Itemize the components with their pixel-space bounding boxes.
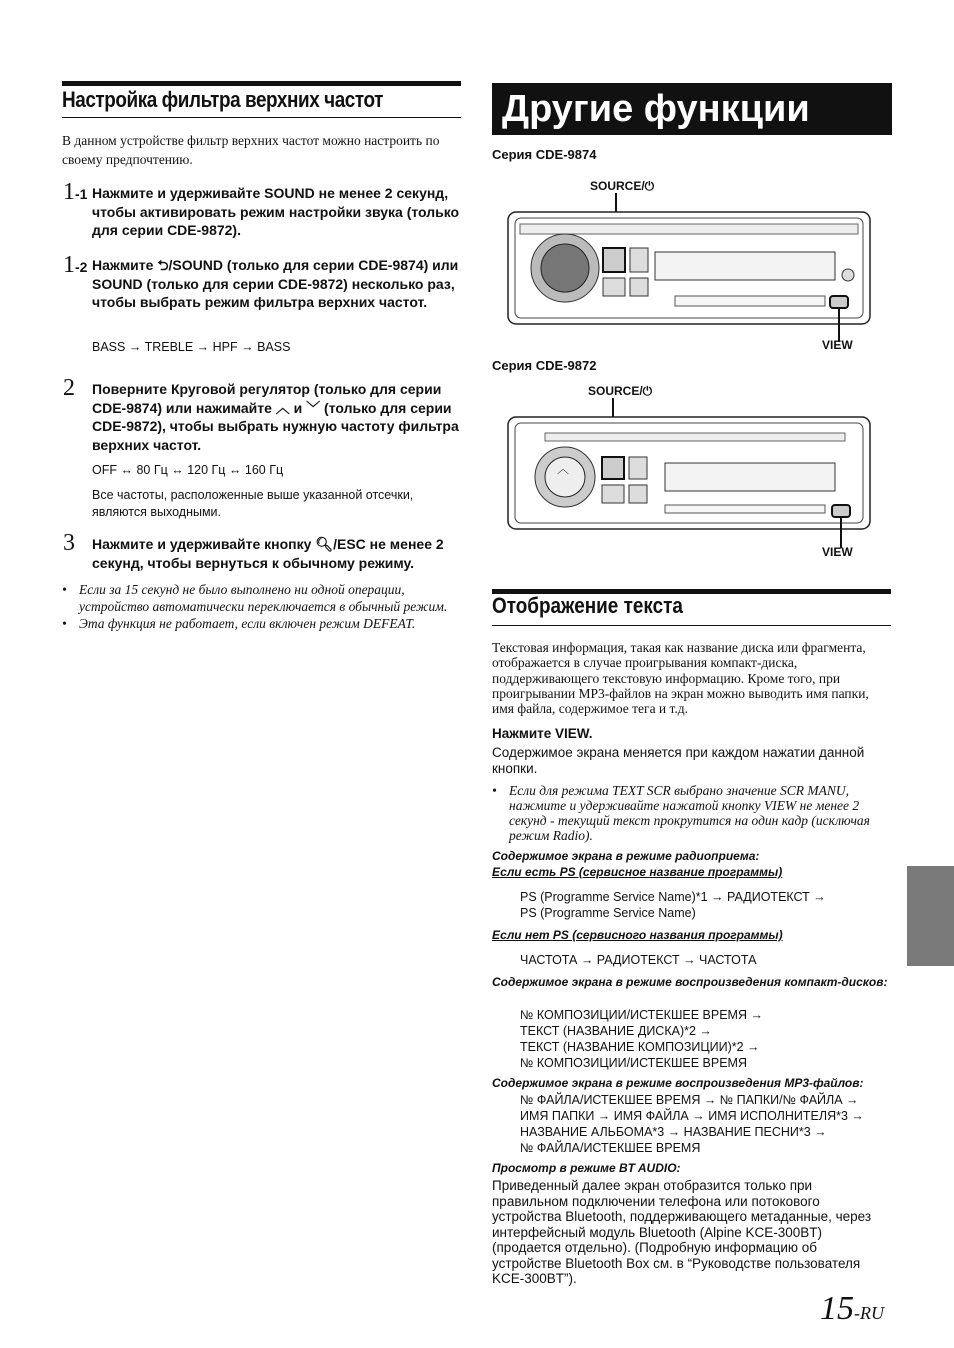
section-heading-text-display: Отображение текста	[492, 593, 683, 618]
notes-list: • Если за 15 секунд не было выполнено ни одной операции, устройство автоматически переключается в обычный режим. • Эта функция не работает, если включен режим DEFEAT.	[62, 582, 448, 631]
view-label: VIEW	[822, 545, 853, 559]
heading-underline	[492, 625, 891, 626]
ps-no-heading: Если нет PS (сервисного названия программы)	[492, 928, 783, 942]
cd-heading: Содержимое экрана в режиме воспроизведения компакт-дисков:	[492, 975, 888, 989]
radio-heading: Содержимое экрана в режиме радиоприема:	[492, 849, 760, 863]
series-label: Серия CDE-9872	[492, 358, 597, 373]
page-number: 15-RU	[820, 1290, 884, 1327]
mp3-heading: Содержимое экрана в режиме воспроизведения MP3-файлов:	[492, 1076, 864, 1090]
svg-text:︿: ︿	[557, 462, 570, 476]
view-label: VIEW	[822, 338, 853, 352]
mp3-sequence: № ФАЙЛА/ИСТЕКШЕЕ ВРЕМЯ → № ПАПКИ/№ ФАЙЛА → ИМЯ ПАПКИ → ИМЯ ФАЙЛА → ИМЯ ИСПОЛНИТЕЛЯ*3 → НАЗВАНИЕ АЛЬБОМА*3 → НАЗВАНИЕ ПЕСНИ*3 → № ФАЙЛА/ИСТЕКШЕЕ ВРЕМЯ	[520, 1093, 864, 1155]
press-view-description: Содержимое экрана меняется при каждом нажатии данной кнопки.	[492, 745, 865, 776]
cd-sequence: № КОМПОЗИЦИИ/ИСТЕКШЕЕ ВРЕМЯ → ТЕКСТ (НАЗВАНИЕ ДИСКА)*2 → ТЕКСТ (НАЗВАНИЕ КОМПОЗИЦИИ)*2 → № КОМПОЗИЦИИ/ИСТЕКШЕЕ ВРЕМЯ	[520, 1008, 763, 1070]
search-icon: 🔍︎	[315, 536, 334, 552]
ps-yes-heading: Если есть PS (сервисное название программы)	[492, 865, 783, 879]
step-number: 1-2	[63, 252, 88, 278]
step-text: Нажмите ⮌/SOUND (только для серии CDE-9874) или SOUND (только для серии CDE-9872) несколько раз, чтобы выбрать режим фильтра верхних частот.	[92, 257, 459, 310]
bt-heading: Просмотр в режиме BT AUDIO:	[492, 1161, 681, 1175]
section-intro: Текстовая информация, такая как название диска или фрагмента, отображается в случае проигрывания компакт-диска, поддерживающего текстовую информацию. Кроме того, при проигрывании MP3-файлов на экран можно выводить имя папки, имя файла, содержимое тега и т.д.	[492, 640, 869, 717]
side-tab	[907, 866, 954, 966]
sequence-text: PS (Programme Service Name)	[520, 906, 696, 920]
section-heading-hpf: Настройка фильтра верхних частот	[62, 87, 383, 112]
heading-underline	[62, 117, 461, 118]
intro-text: В данном устройстве фильтр верхних частот можно настроить по своему предпочтению.	[62, 133, 440, 167]
source-label: SOURCE/⏻	[588, 384, 653, 398]
step-text: Поверните Круговой регулятор (только для серии CDE-9874) или нажимайте ︿ и ﹀ (только для серии CDE-9872), чтобы выбрать нужную частоту фильтра верхних частот.	[92, 381, 459, 453]
step-text: Нажмите и удерживайте кнопку 🔍︎/ESC не менее 2 секунд, чтобы вернуться к обычному режиму.	[92, 536, 444, 571]
sequence-text: PS (Programme Service Name)*1 → РАДИОТЕКСТ →	[520, 890, 826, 904]
step-note: Все частоты, расположенные выше указанной отсечки, являются выходными.	[92, 488, 414, 519]
series-label: Серия CDE-9874	[492, 147, 597, 162]
heading-rule	[62, 81, 461, 86]
bullet-note: • Если для режима TEXT SCR выбрано значение SCR MANU, нажмите и удерживайте нажатой кнопку VIEW не менее 2 секунд - текущий текст прокрутится на один кадр (исключая режим Radio).	[492, 783, 870, 843]
step-number: 3	[63, 530, 75, 556]
sequence-text: OFF ↔ 80 Гц ↔ 120 Гц ↔ 160 Гц	[92, 463, 284, 477]
chapter-heading: Другие функции	[502, 88, 810, 130]
step-number: 1-1	[63, 179, 88, 205]
press-view-instruction: Нажмите VIEW.	[492, 726, 593, 741]
bt-text: Приведенный далее экран отобразится только при правильном подключении телефона или потокового устройства Bluetooth, поддерживающего метаданные, через интерфейсный модуль Bluetooth (Alpine KCE-300BT) (продается отдельно). (Подробную информацию об устройстве Bluetooth Box см. в “Руководстве пользователя KCE-300BT”).	[492, 1178, 872, 1286]
step-text: Нажмите и удерживайте SOUND не менее 2 секунд, чтобы активировать режим настройки звука (только для серии CDE-9872).	[92, 185, 460, 238]
source-label: SOURCE/⏻	[590, 179, 655, 193]
sequence-text: ЧАСТОТА → РАДИОТЕКСТ → ЧАСТОТА	[520, 953, 757, 967]
device-illustration-cde9874	[505, 190, 875, 355]
step-number: 2	[63, 375, 75, 401]
device-illustration-cde9872	[505, 395, 875, 560]
return-arrow-icon: ⮌	[157, 257, 169, 273]
sequence-text: BASS → TREBLE → HPF → BASS	[92, 340, 291, 354]
